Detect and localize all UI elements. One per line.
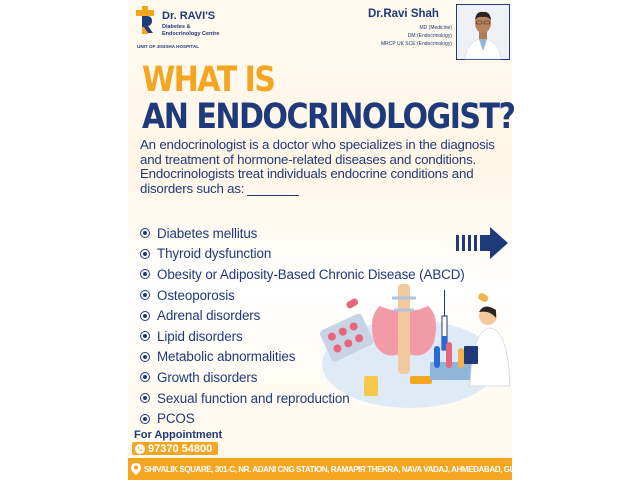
condition-label: Growth disorders — [157, 369, 258, 385]
doctor-portrait-icon — [457, 5, 509, 59]
condition-label: Obesity or Adiposity-Based Chronic Disease (ABCD) — [157, 266, 465, 282]
fill-in-blank-line — [247, 185, 299, 196]
right-arrow-icon — [454, 226, 510, 260]
headline — [142, 62, 514, 136]
radio-bullet-icon — [140, 249, 150, 259]
radio-bullet-icon — [140, 352, 150, 362]
brand-subtitle — [162, 24, 219, 37]
phone-number-badge[interactable] — [132, 442, 218, 455]
radio-bullet-icon — [140, 290, 150, 300]
appointment-label: For Appointment — [134, 429, 223, 441]
radio-bullet-icon — [140, 311, 150, 321]
condition-label: Adrenal disorders — [157, 308, 261, 324]
radio-bullet-icon — [140, 393, 150, 403]
list-item — [140, 244, 465, 265]
condition-label: Metabolic abnormalities — [157, 349, 296, 365]
address-footer — [128, 458, 566, 480]
brand-subtitle-line2: Endocrinology Centre — [162, 30, 220, 37]
condition-label: Lipid disorders — [157, 328, 243, 344]
headline-line1: WHAT IS — [142, 60, 275, 100]
radio-bullet-icon — [140, 331, 150, 341]
headline-line2: AN ENDOCRINOLOGIST? — [142, 97, 515, 137]
doctor-photo — [456, 4, 510, 60]
brand-name: Dr. RAVI'S — [162, 10, 216, 22]
qualification-mrcp: MRCP UK SCE (Endocrinology) — [380, 41, 452, 47]
poster — [128, 0, 566, 480]
condition-label: Osteoporosis — [157, 287, 235, 303]
qualification-dm: DM (Endocrinology) — [407, 33, 452, 39]
phone-icon — [135, 444, 145, 454]
phone-number: 97370 54800 — [148, 442, 213, 455]
radio-bullet-icon — [140, 228, 150, 238]
endocrinology-illustration — [318, 276, 512, 426]
radio-bullet-icon — [140, 414, 150, 424]
radio-bullet-icon — [140, 269, 150, 279]
clinic-logo — [132, 4, 252, 52]
condition-label: PCOS — [157, 411, 195, 427]
doctor-name: Dr.Ravi Shah — [368, 8, 439, 20]
address-text: SHIVALIK SQUARE, 301-C, NR. ADANI CNG STATION, RAMAPIR THEKRA, NAVA VADAJ, AHMEDABAD, GUJARAT 380013 — [144, 464, 566, 474]
qualification-md: MD (Medicine) — [419, 25, 452, 31]
condition-label: Thyroid dysfunction — [157, 246, 272, 262]
intro-paragraph — [140, 138, 512, 196]
radio-bullet-icon — [140, 372, 150, 382]
brand-unit: UNIT OF JIGISHA HOSPITAL — [137, 44, 200, 49]
brand-subtitle-line1: Diabetes & — [162, 24, 191, 30]
hospital-cross-logo-icon — [134, 6, 156, 34]
list-item — [140, 223, 465, 244]
doctor-qualifications — [381, 24, 452, 48]
condition-label: Sexual function and reproduction — [157, 390, 350, 406]
location-pin-icon — [131, 463, 141, 475]
intro-text: An endocrinologist is a doctor who specializes in the diagnosis and treatment of hormone-related diseases and conditions. Endocrinologists treat individuals endocrine conditions and disorders such as: — [140, 137, 495, 196]
condition-label: Diabetes mellitus — [157, 225, 258, 241]
